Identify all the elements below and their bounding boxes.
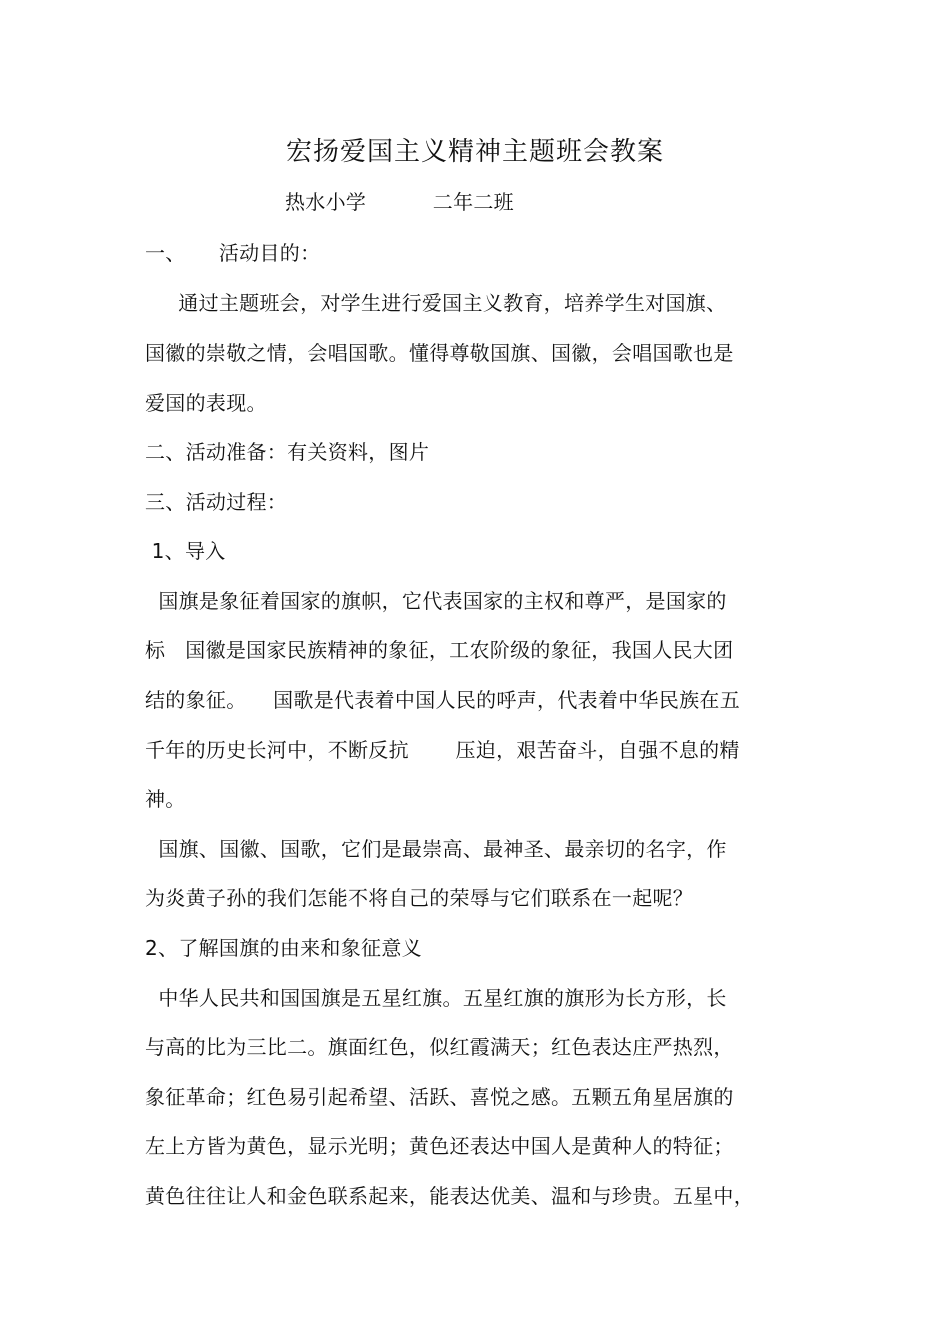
paragraph-line: 左上方皆为黄色，显示光明；黄色还表达中国人是黄种人的特征； bbox=[145, 1134, 734, 1158]
section-heading-objective: 一、 活动目的： bbox=[145, 241, 321, 265]
subsection-heading-flag: 2、了解国旗的由来和象征意义 bbox=[145, 936, 422, 960]
section-heading-process: 三、活动过程： bbox=[145, 490, 288, 514]
paragraph-line: 结的象征。 国歌是代表着中国人民的呼声，代表着中华民族在五 bbox=[145, 688, 741, 712]
page-title: 宏扬爱国主义精神主题班会教案 bbox=[285, 137, 664, 167]
paragraph-line: 黄色往往让人和金色联系起来，能表达优美、温和与珍贵。五星中， bbox=[145, 1184, 754, 1208]
paragraph-line: 国旗是象征着国家的旗帜，它代表国家的主权和尊严，是国家的 bbox=[145, 589, 727, 613]
paragraph-line: 标 国徽是国家民族精神的象征，工农阶级的象征，我国人民大团 bbox=[145, 638, 734, 662]
subsection-heading-intro: 1、导入 bbox=[145, 539, 226, 563]
paragraph-line: 为炎黄子孙的我们怎能不将自己的荣辱与它们联系在一起呢？ bbox=[145, 886, 694, 910]
paragraph-line: 国徽的崇敬之情，会唱国歌。懂得尊敬国旗、国徽，会唱国歌也是 bbox=[145, 341, 734, 365]
paragraph-line: 爱国的表现。 bbox=[145, 391, 267, 415]
paragraph-line: 千年的历史长河中，不断反抗 压迫，艰苦奋斗，自强不息的精 bbox=[145, 738, 740, 762]
paragraph-line: 象征革命；红色易引起希望、活跃、喜悦之感。五颗五角星居旗的 bbox=[145, 1085, 734, 1109]
paragraph-line: 中华人民共和国国旗是五星红旗。五星红旗的旗形为长方形，长 bbox=[145, 986, 727, 1010]
paragraph-line: 神。 bbox=[145, 787, 186, 811]
subtitle-school-class: 热水小学 二年二班 bbox=[285, 190, 514, 214]
paragraph-line: 通过主题班会，对学生进行爱国主义教育，培养学生对国旗、 bbox=[145, 291, 727, 315]
paragraph-line: 与高的比为三比二。旗面红色，似红霞满天；红色表达庄严热烈， bbox=[145, 1035, 734, 1059]
paragraph-line: 国旗、国徽、国歌，它们是最崇高、最神圣、最亲切的名字，作 bbox=[145, 837, 727, 861]
section-heading-preparation: 二、活动准备：有关资料，图片 bbox=[145, 440, 430, 464]
